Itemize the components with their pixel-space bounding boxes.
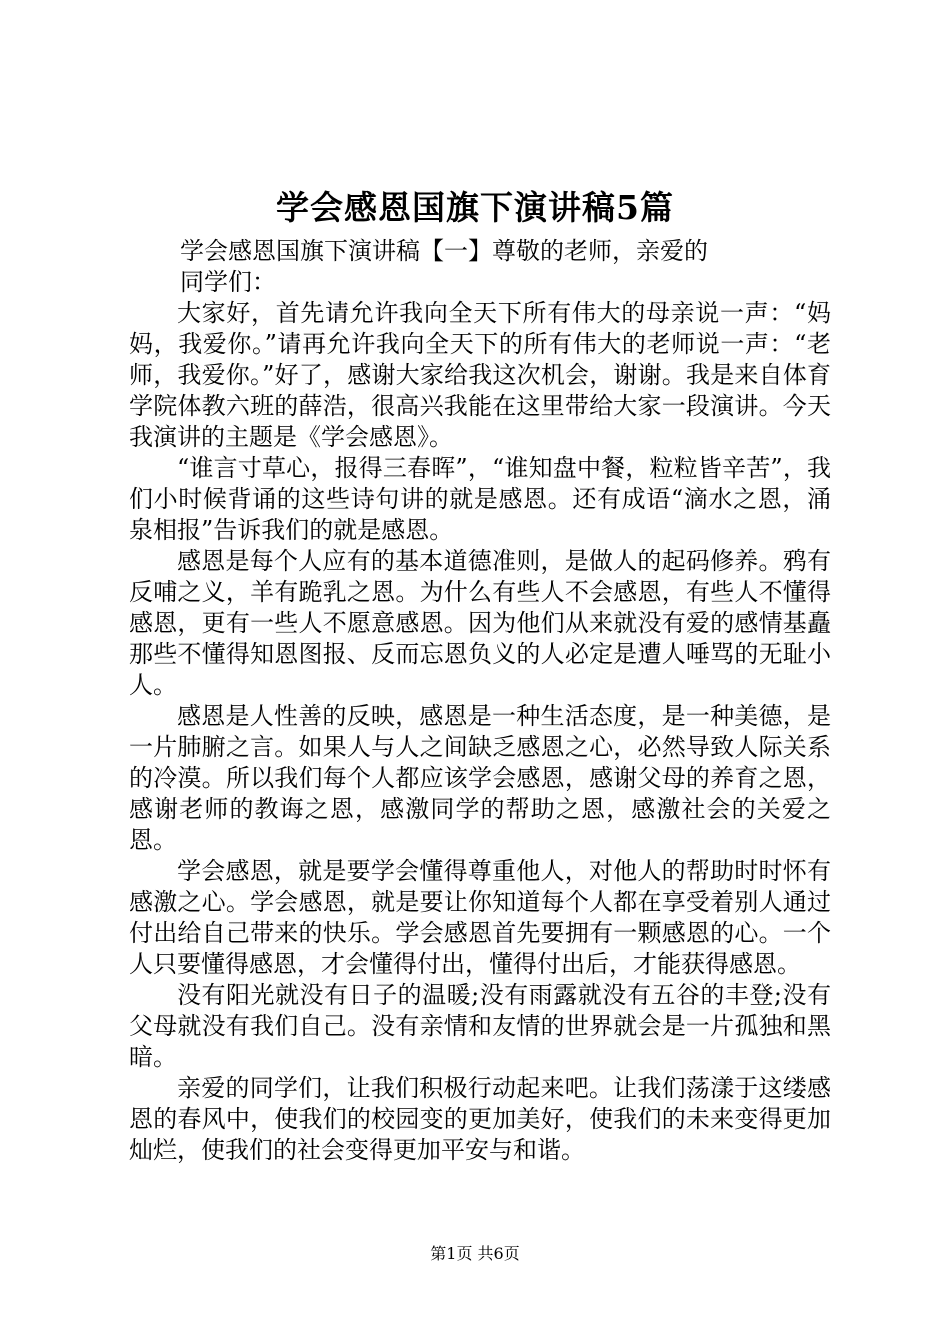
paragraph-5: 学会感恩，就是要学会懂得尊重他人，对他人的帮助时时怀有感激之心。学会感恩，就是要让你知道每个人都在享受着别人通过付出给自己带来的快乐。学会感恩首先要拥有一颗感恩的心。一个人只要懂得感恩，才会懂得付出，懂得付出后，才能获得感恩。 <box>129 857 831 978</box>
paragraph-2: “谁言寸草心，报得三春晖”，“谁知盘中餐，粒粒皆辛苦”，我们小时候背诵的这些诗句讲的就是感恩。还有成语“滴水之恩，涌泉相报”告诉我们的就是感恩。 <box>129 454 831 544</box>
paragraph-3: 感恩是每个人应有的基本道德准则，是做人的起码修养。鸦有反哺之义，羊有跪乳之恩。为什么有些人不会感恩，有些人不懂得感恩，更有一些人不愿意感恩。因为他们从来就没有爱的感情基矗那些不懂得知恩图报、反而忘恩负义的人必定是遭人唾骂的无耻小人。 <box>129 547 831 699</box>
intro-line-1: 学会感恩国旗下演讲稿【一】尊敬的老师，亲爱的 <box>180 237 708 265</box>
paragraph-7: 亲爱的同学们，让我们积极行动起来吧。让我们荡漾于这缕感恩的春风中，使我们的校园变的更加美好，使我们的未来变得更加灿烂，使我们的社会变得更加平安与和谐。 <box>129 1074 831 1164</box>
document-title: 学会感恩国旗下演讲稿5篇 <box>276 188 674 227</box>
paragraph-6: 没有阳光就没有日子的温暖;没有雨露就没有五谷的丰登;没有父母就没有我们自己。没有亲情和友情的世界就会是一片孤独和黑暗。 <box>129 981 831 1071</box>
body-text <box>129 298 831 1166</box>
paragraph-1: 大家好，首先请允许我向全天下所有伟大的母亲说一声：“妈妈，我爱你。”请再允许我向全天下的所有伟大的老师说一声：“老师，我爱你。”好了，感谢大家给我这次机会，谢谢。我是来自体育学院体教六班的薛浩，很高兴我能在这里带给大家一段演讲。今天我演讲的主题是《学会感恩》。 <box>129 299 831 451</box>
intro-line-2: 同学们： <box>180 268 276 296</box>
intro-block <box>180 236 780 298</box>
page-footer: 第1页 共6页 <box>430 1244 520 1263</box>
paragraph-4: 感恩是人性善的反映，感恩是一种生活态度，是一种美德，是一片肺腑之言。如果人与人之间缺乏感恩之心，必然导致人际关系的冷漠。所以我们每个人都应该学会感恩，感谢父母的养育之恩，感谢老师的教诲之恩，感激同学的帮助之恩，感激社会的关爱之恩。 <box>129 702 831 854</box>
